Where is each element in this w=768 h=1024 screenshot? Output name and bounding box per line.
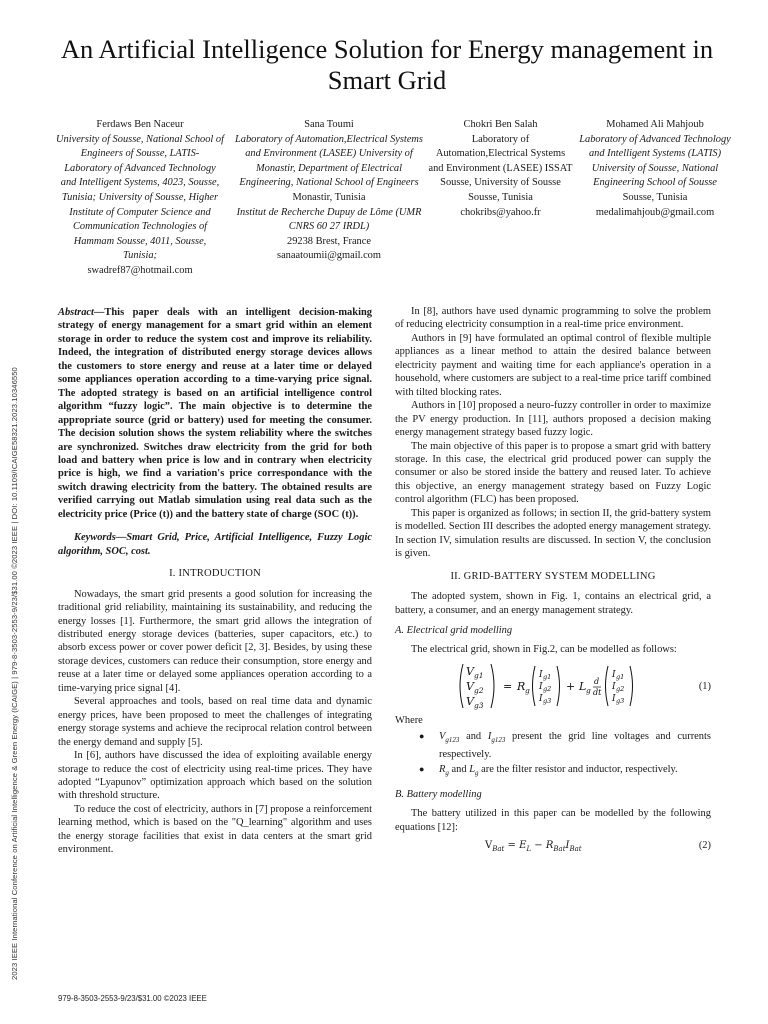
svg-text:L: L: [579, 679, 587, 693]
right-column: [395, 305, 711, 862]
battery-model-text: The battery utilized in this paper can be modelled by the following equations [12]:: [395, 808, 711, 833]
author-email: chokribs@yahoo.fr: [460, 206, 541, 218]
author-affiliation: Laboratory of Automation,Electrical Systems and Environment (LASEE) University of Monastir, Department of Electrical Engineering, National School of Engineers: [235, 133, 423, 189]
author-affiliation: Laboratory of Automation,Electrical Systems and Environment (LASEE) ISSAT Sousse, University of Sousse: [428, 133, 573, 189]
svg-text:g2: g2: [543, 684, 552, 693]
author-block-1: [56, 118, 224, 279]
author-block-3: [428, 118, 573, 220]
svg-text:g3: g3: [616, 696, 625, 705]
bullet-icon: ●: [419, 764, 425, 775]
svg-text:V: V: [466, 679, 474, 693]
svg-text:I: I: [539, 681, 543, 692]
intro-paragraph: Several approaches and tools, based on real time data and dynamic energy prices, have been proposed to meet the challenges of integrating energy storage systems and achieve the reciprocal relation control between the energy demand and supply [5].: [58, 696, 372, 748]
svg-text:g2: g2: [474, 685, 484, 695]
svg-text:g2: g2: [616, 684, 625, 693]
svg-text:+: +: [566, 679, 576, 693]
svg-text:R: R: [517, 679, 526, 693]
keywords: Keywords—Smart Grid, Price, Artificial Intelligence, Fuzzy Logic algorithm, SOC, cost.: [58, 532, 372, 557]
author-location: Monastir, Tunisia: [292, 191, 366, 203]
svg-text:g3: g3: [543, 696, 552, 705]
section-heading-introduction: I. INTRODUCTION: [169, 568, 261, 580]
svg-text:g1: g1: [474, 670, 484, 680]
variable-list: [395, 730, 711, 781]
equation-2-math: $V_{Bat} = E_L - R_{Bat}I_{Bat}$: [485, 840, 582, 854]
where-label: Where: [395, 714, 423, 726]
author-email: swadref87@hotmail.com: [87, 264, 193, 276]
equation-2-number: (2): [698, 840, 711, 852]
equation-1-math: [457, 660, 717, 712]
author-name: Sana Toumi: [304, 119, 354, 130]
abstract-text: This paper deals with an intelligent decision-making strategy of energy management for a smart grid within an element storage in order to reduce the system cost and improve its reliability. Indeed, the integration of distributed energy storage devices allows the customers to store energy and reuse at a later time or delayed some appliances operation according to a time-varying price signal. The adopted strategy is based on an artificial intelligence control algorithm “fuzzy logic”. The main objective is to determine the appropriate source (grid or battery) used for meeting the consumer. The decision solution shows the system reliability where the switches are synchronized. Switches draw electricity from the grid for both load and battery when price is low and in contrary when electricity price is high, we find a variation's price correspondance with the switch drawing electricity from the battery. The obtained results are verified carrying out Matlab simulation using real data such as the electricity price (Price (t)) and the battery state of charge (SOC (t)).: [58, 307, 372, 520]
author-affiliation-2: University of Sousse, National Engineering School of Sousse: [591, 162, 719, 189]
author-block-4: [578, 118, 732, 220]
page-footer: 979-8-3503-2553-9/23/$31.00 ©2023 IEEE: [58, 994, 207, 1003]
svg-text:V: V: [466, 664, 474, 678]
svg-text:I: I: [539, 693, 543, 704]
ieee-side-stamp: 2023 IEEE International Conference on Artificial Intelligence & Green Energy (ICAIGE) | 979-8-3503-2553-9/23/$31.00 ©2023 IEEE | DOI: 10.1109/ICAIGE58321.2023.10346550: [10, 367, 19, 980]
author-affiliation: Laboratory of Advanced Technology and Intelligent Systems (LATIS): [579, 133, 731, 160]
abstract-label: Abstract—: [58, 307, 105, 318]
body-paragraph: Authors in [10] proposed a neuro-fuzzy controller in order to maximize the PV energy production. In [11], authors proposed a decision making energy management strategy based fuzzy logic.: [395, 400, 711, 439]
equation-1: [395, 660, 711, 712]
svg-text:I: I: [539, 669, 543, 680]
svg-text:=: =: [503, 679, 513, 693]
body-paragraph: This paper is organized as follows; in section II, the grid-battery system is modelled. Section III describes the adopted energy management strategy. In section IV, simulation results are discussed. In section V, the conclusion is given.: [395, 507, 711, 560]
body-paragraph: Authors in [9] have formulated an optimal control of flexible multiple appliances as a linear method to attain the desired balance between electricity payment and waiting time for each appliance's operation in a household, where customers are subject to a real-time price tariff combined with tilted blocking rates.: [395, 332, 711, 398]
author-name: Mohamed Ali Mahjoub: [606, 119, 704, 130]
list-item: ● $V_{g123}$ and $I_{g123}$ present the grid line voltages and currents respectively.: [419, 731, 711, 760]
bullet-icon: ●: [419, 731, 425, 742]
author-affiliation: University of Sousse, National School of Engineers of Sousse, LATIS- Laboratory of Advanced Technology and Intelligent Systems, 4023, Sousse, Tunisia; University of Sousse, Higher Institute of Computer Science and Communication Technologies of Hammam Sousse, 4011, Sousse, Tunisia;: [56, 133, 224, 262]
author-affiliation-2: Institut de Recherche Dupuy de Lôme (UMR CNRS 60 27 IRDL): [236, 206, 422, 233]
grid-model-text: The electrical grid, shown in Fig.2, can be modelled as follows:: [411, 644, 677, 656]
author-location: Sousse, Tunisia: [468, 191, 533, 203]
author-email: sanaatoumii@gmail.com: [277, 250, 381, 262]
bullet-2-text: are the filter resistor and inductor, respectively.: [478, 764, 678, 776]
svg-text:d: d: [594, 676, 600, 686]
body-paragraph: In [8], authors have used dynamic programming to solve the problem of reducing electricity consumption in a real-time price environment.: [395, 306, 711, 331]
svg-text:g: g: [586, 685, 591, 695]
svg-text:I: I: [612, 693, 616, 704]
intro-paragraph: Nowadays, the smart grid presents a good solution for increasing the traditional grid reliability, maintaining its sustainability, and reducing the energy losses [1]. Furthermore, the smart grid allows the integration of distributed energy storage devices (batteries, super capacitors, etc.) to absorb excess power or cover power deficit [2, 3]. Besides, by using these storage devices, customers can reduce their consumption, store energy and reuse at a later time or delayed some appliances operation according to a time-varying price signal [4].: [58, 588, 372, 694]
author-location: Sousse, Tunisia: [622, 191, 688, 203]
author-name: Chokri Ben Salah: [463, 119, 538, 130]
bullet-1-text: present the grid line voltages and currents respectively.: [439, 731, 711, 760]
svg-text:V: V: [466, 694, 474, 708]
author-name: Ferdaws Ben Naceur: [96, 119, 184, 130]
section2-intro: The adopted system, shown in Fig. 1, contains an electrical grid, a battery, a consumer, and an energy management strategy.: [395, 591, 711, 616]
subsection-heading-grid: A. Electrical grid modelling: [395, 624, 513, 636]
equation-2: [395, 839, 711, 857]
svg-text:g: g: [525, 685, 530, 695]
subsection-heading-battery: B. Battery modelling: [395, 788, 482, 800]
section-heading-modelling: II. GRID-BATTERY SYSTEM MODELLING: [450, 570, 656, 582]
author-location-2: 29238 Brest, France: [287, 235, 371, 247]
author-email: medalimahjoub@gmail.com: [595, 206, 715, 218]
author-block-2: [234, 118, 424, 264]
svg-text:I: I: [612, 669, 616, 680]
paper-title: An Artificial Intelligence Solution for Energy management in Smart Grid: [60, 34, 714, 95]
left-column: [58, 306, 372, 857]
svg-text:g3: g3: [474, 700, 484, 710]
svg-text:dt: dt: [593, 687, 602, 697]
intro-paragraph: To reduce the cost of electricity, authors in [7] propose a reinforcement learning method, which is based on the "Q_learning" algorithm and uses the energy storage facilities that exist in data centers at the smart grid environment.: [58, 803, 372, 856]
svg-text:I: I: [612, 681, 616, 692]
list-item: ● $R_g$ and $L_g$ are the filter resistor and inductor, respectively.: [419, 764, 678, 778]
svg-text:g1: g1: [616, 672, 625, 681]
body-paragraph: The main objective of this paper is to propose a smart grid with battery storage. In this case, the electrical grid produced power can supply the consumer or also be stored inside the battery and reused later. To achieve this objective, an energy management strategy based on Fuzzy Logic control algorithm (FLC) has been proposed.: [395, 440, 711, 506]
abstract: [58, 306, 372, 521]
equation-1-number: (1): [698, 680, 711, 692]
svg-text:g1: g1: [543, 672, 552, 681]
intro-paragraph: In [6], authors have discussed the idea of exploiting available energy storage to reduce the cost of electricity using real-time prices. They have adopted “Lyapunov” optimization approach which based on the solution with threshold structure.: [58, 750, 372, 802]
